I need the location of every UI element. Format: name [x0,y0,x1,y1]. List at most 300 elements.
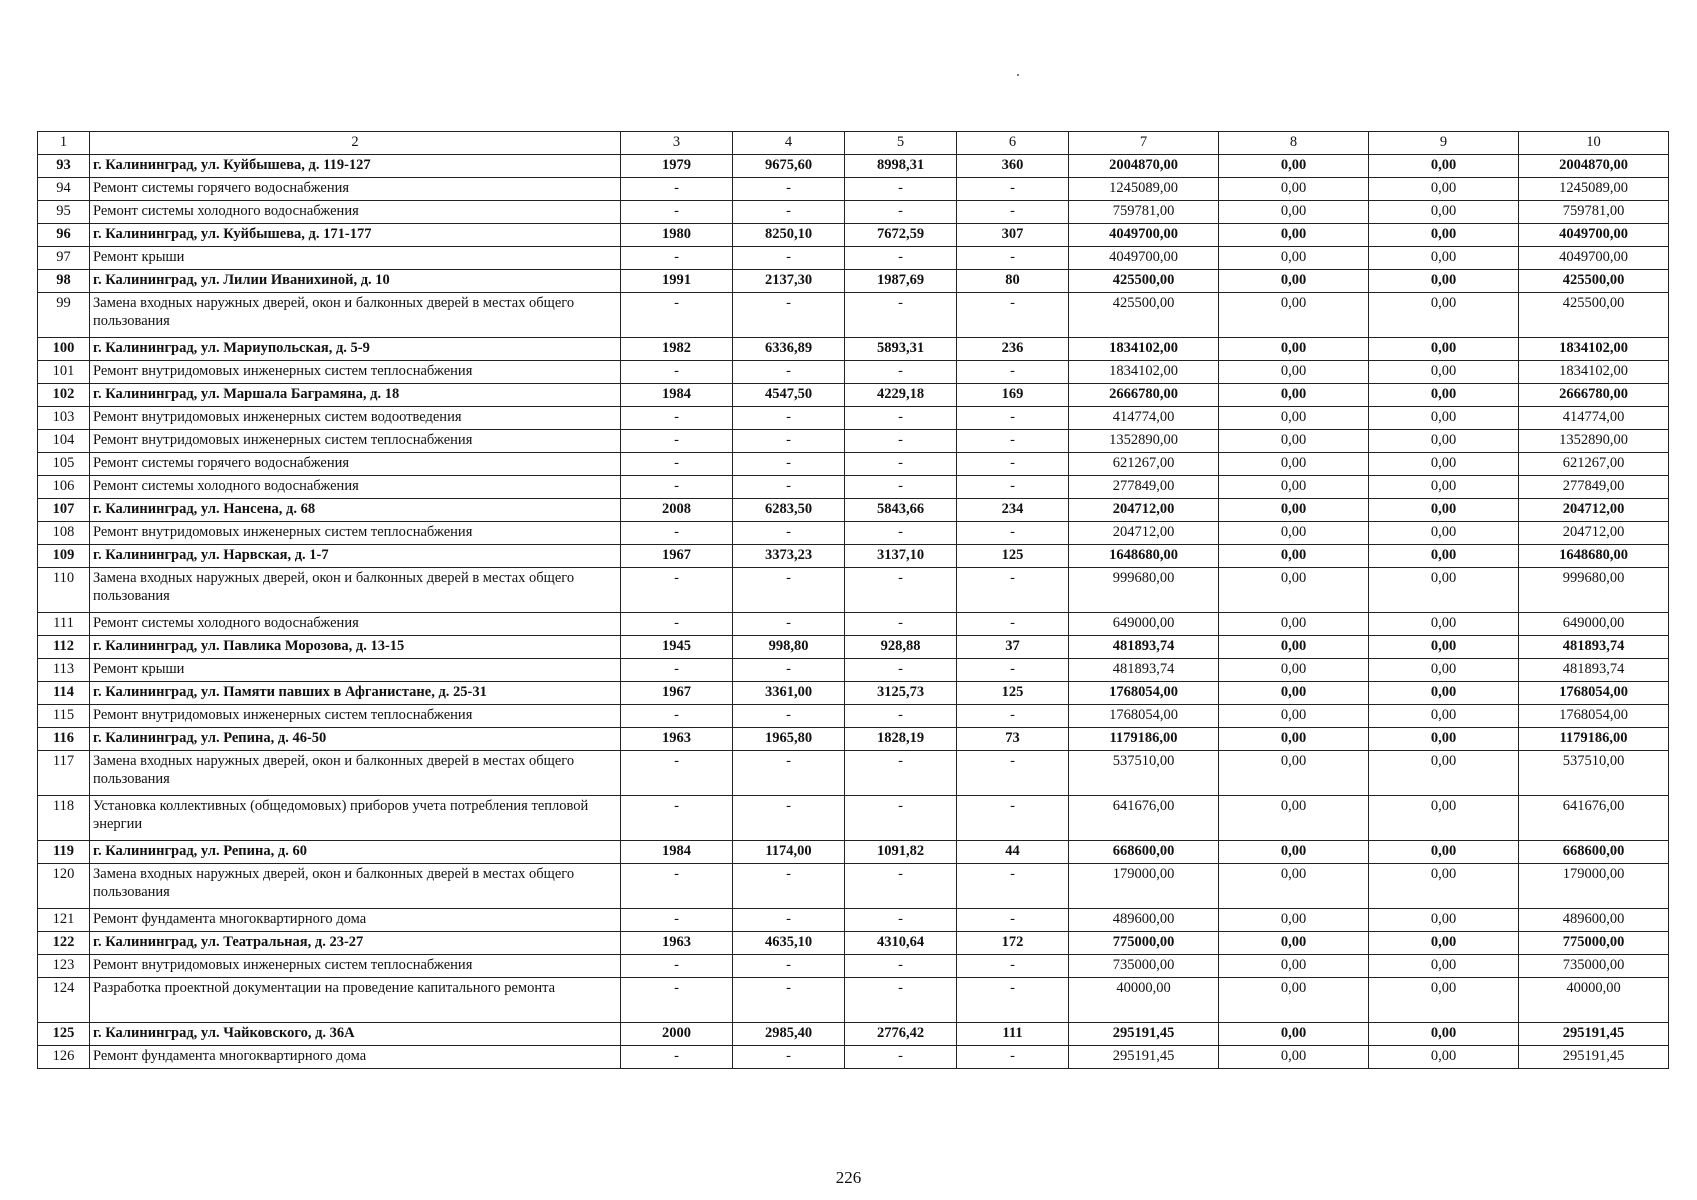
year-built-cell: 1945 [621,636,733,659]
header-cell: 2 [90,132,621,155]
cost-owners-cell: 759781,00 [1519,201,1669,224]
residents-count-cell: - [957,407,1069,430]
total-area-cell: - [733,864,845,909]
cost-owners-cell: 4049700,00 [1519,224,1669,247]
cost-subsidy-cell: 0,00 [1219,682,1369,705]
cost-other-cell: 0,00 [1369,338,1519,361]
residents-count-cell: 169 [957,384,1069,407]
header-cell: 9 [1369,132,1519,155]
cost-other-cell: 0,00 [1369,270,1519,293]
address-row [38,224,1669,247]
header-row [38,132,1669,155]
living-area-cell: - [845,201,957,224]
living-area-cell: 5843,66 [845,499,957,522]
cost-owners-cell: 1352890,00 [1519,430,1669,453]
total-area-cell: - [733,522,845,545]
address-row [38,338,1669,361]
work-description-cell: г. Калининград, ул. Куйбышева, д. 119-127 [90,155,621,178]
cost-total-cell: 1245089,00 [1069,178,1219,201]
year-built-cell: 2008 [621,499,733,522]
cost-owners-cell: 621267,00 [1519,453,1669,476]
cost-other-cell: 0,00 [1369,224,1519,247]
year-built-cell: - [621,568,733,613]
work-row [38,178,1669,201]
cost-other-cell: 0,00 [1369,178,1519,201]
cost-owners-cell: 1648680,00 [1519,545,1669,568]
cost-total-cell: 735000,00 [1069,955,1219,978]
total-area-cell: 9675,60 [733,155,845,178]
row-number-cell: 100 [38,338,90,361]
row-number-cell: 112 [38,636,90,659]
total-area-cell: 1174,00 [733,841,845,864]
residents-count-cell: - [957,909,1069,932]
cost-subsidy-cell: 0,00 [1219,796,1369,841]
cost-other-cell: 0,00 [1369,978,1519,1023]
cost-total-cell: 179000,00 [1069,864,1219,909]
year-built-cell: 1980 [621,224,733,247]
cost-subsidy-cell: 0,00 [1219,841,1369,864]
living-area-cell: - [845,613,957,636]
work-description-cell: г. Калининград, ул. Театральная, д. 23-27 [90,932,621,955]
living-area-cell: - [845,751,957,796]
address-row [38,1023,1669,1046]
cost-other-cell: 0,00 [1369,545,1519,568]
cost-subsidy-cell: 0,00 [1219,932,1369,955]
page-number: 226 [835,1168,862,1187]
year-built-cell: - [621,955,733,978]
cost-total-cell: 1834102,00 [1069,338,1219,361]
year-built-cell: 1982 [621,338,733,361]
row-number-cell: 124 [38,978,90,1023]
residents-count-cell: 234 [957,499,1069,522]
cost-owners-cell: 735000,00 [1519,955,1669,978]
cost-owners-cell: 481893,74 [1519,659,1669,682]
work-description-cell: Ремонт системы горячего водоснабжения [90,453,621,476]
cost-subsidy-cell: 0,00 [1219,453,1369,476]
year-built-cell: - [621,247,733,270]
work-description-cell: Ремонт системы холодного водоснабжения [90,613,621,636]
total-area-cell: 3361,00 [733,682,845,705]
living-area-cell: - [845,568,957,613]
total-area-cell: - [733,955,845,978]
total-area-cell: - [733,978,845,1023]
residents-count-cell: 37 [957,636,1069,659]
living-area-cell: 1828,19 [845,728,957,751]
year-built-cell: 1967 [621,545,733,568]
address-row [38,932,1669,955]
cost-subsidy-cell: 0,00 [1219,178,1369,201]
total-area-cell: - [733,568,845,613]
cost-owners-cell: 425500,00 [1519,270,1669,293]
cost-total-cell: 1768054,00 [1069,682,1219,705]
total-area-cell: - [733,407,845,430]
total-area-cell: - [733,293,845,338]
work-row [38,659,1669,682]
residents-count-cell: 44 [957,841,1069,864]
row-number-cell: 110 [38,568,90,613]
residents-count-cell: - [957,453,1069,476]
address-row [38,841,1669,864]
address-row [38,270,1669,293]
work-row [38,430,1669,453]
work-description-cell: г. Калининград, ул. Павлика Морозова, д. 13-15 [90,636,621,659]
cost-owners-cell: 2004870,00 [1519,155,1669,178]
cost-owners-cell: 1834102,00 [1519,338,1669,361]
work-description-cell: Установка коллективных (общедомовых) приборов учета потребления тепловой энергии [90,796,621,841]
residents-count-cell: - [957,1046,1069,1069]
living-area-cell: - [845,909,957,932]
cost-other-cell: 0,00 [1369,522,1519,545]
work-description-cell: г. Калининград, ул. Маршала Баграмяна, д. 18 [90,384,621,407]
cost-other-cell: 0,00 [1369,384,1519,407]
cost-subsidy-cell: 0,00 [1219,1023,1369,1046]
cost-total-cell: 1179186,00 [1069,728,1219,751]
cost-owners-cell: 999680,00 [1519,568,1669,613]
address-row [38,155,1669,178]
cost-other-cell: 0,00 [1369,1023,1519,1046]
year-built-cell: 1963 [621,728,733,751]
year-built-cell: 1967 [621,682,733,705]
cost-owners-cell: 204712,00 [1519,499,1669,522]
row-number-cell: 116 [38,728,90,751]
work-description-cell: Ремонт внутридомовых инженерных систем водоотведения [90,407,621,430]
cost-total-cell: 668600,00 [1069,841,1219,864]
cost-other-cell: 0,00 [1369,361,1519,384]
address-row [38,682,1669,705]
living-area-cell: - [845,293,957,338]
cost-owners-cell: 537510,00 [1519,751,1669,796]
work-description-cell: Ремонт внутридомовых инженерных систем теплоснабжения [90,430,621,453]
table-body [38,132,1669,1069]
cost-total-cell: 649000,00 [1069,613,1219,636]
address-row [38,384,1669,407]
residents-count-cell: 236 [957,338,1069,361]
cost-subsidy-cell: 0,00 [1219,476,1369,499]
total-area-cell: - [733,361,845,384]
cost-subsidy-cell: 0,00 [1219,499,1369,522]
living-area-cell: - [845,1046,957,1069]
year-built-cell: - [621,453,733,476]
row-number-cell: 115 [38,705,90,728]
year-built-cell: - [621,659,733,682]
row-number-cell: 96 [38,224,90,247]
cost-owners-cell: 425500,00 [1519,293,1669,338]
row-number-cell: 103 [38,407,90,430]
cost-owners-cell: 668600,00 [1519,841,1669,864]
work-description-cell: г. Калининград, ул. Лилии Иванихиной, д. 10 [90,270,621,293]
cost-total-cell: 1352890,00 [1069,430,1219,453]
total-area-cell: 8250,10 [733,224,845,247]
row-number-cell: 105 [38,453,90,476]
work-row [38,909,1669,932]
residents-count-cell: - [957,568,1069,613]
row-number-cell: 98 [38,270,90,293]
cost-other-cell: 0,00 [1369,499,1519,522]
cost-owners-cell: 1768054,00 [1519,705,1669,728]
cost-total-cell: 1648680,00 [1069,545,1219,568]
work-description-cell: г. Калининград, ул. Нансена, д. 68 [90,499,621,522]
residents-count-cell: - [957,978,1069,1023]
cost-other-cell: 0,00 [1369,705,1519,728]
row-number-cell: 126 [38,1046,90,1069]
row-number-cell: 102 [38,384,90,407]
row-number-cell: 113 [38,659,90,682]
year-built-cell: - [621,476,733,499]
row-number-cell: 123 [38,955,90,978]
cost-subsidy-cell: 0,00 [1219,155,1369,178]
cost-total-cell: 2004870,00 [1069,155,1219,178]
cost-subsidy-cell: 0,00 [1219,705,1369,728]
cost-other-cell: 0,00 [1369,293,1519,338]
cost-total-cell: 425500,00 [1069,293,1219,338]
cost-total-cell: 414774,00 [1069,407,1219,430]
cost-other-cell: 0,00 [1369,955,1519,978]
cost-subsidy-cell: 0,00 [1219,522,1369,545]
total-area-cell: - [733,705,845,728]
living-area-cell: - [845,361,957,384]
total-area-cell: - [733,453,845,476]
living-area-cell: - [845,453,957,476]
living-area-cell: - [845,864,957,909]
cost-total-cell: 481893,74 [1069,636,1219,659]
cost-owners-cell: 295191,45 [1519,1023,1669,1046]
living-area-cell: 928,88 [845,636,957,659]
row-number-cell: 93 [38,155,90,178]
total-area-cell: 6283,50 [733,499,845,522]
work-description-cell: г. Калининград, ул. Мариупольская, д. 5-9 [90,338,621,361]
row-number-cell: 122 [38,932,90,955]
cost-total-cell: 1768054,00 [1069,705,1219,728]
residents-count-cell: - [957,613,1069,636]
cost-subsidy-cell: 0,00 [1219,201,1369,224]
living-area-cell: 2776,42 [845,1023,957,1046]
residents-count-cell: - [957,430,1069,453]
row-number-cell: 114 [38,682,90,705]
total-area-cell: 2985,40 [733,1023,845,1046]
residents-count-cell: - [957,293,1069,338]
residents-count-cell: 125 [957,682,1069,705]
residents-count-cell: - [957,247,1069,270]
residents-count-cell: 360 [957,155,1069,178]
residents-count-cell: - [957,705,1069,728]
living-area-cell: - [845,705,957,728]
row-number-cell: 101 [38,361,90,384]
row-number-cell: 119 [38,841,90,864]
cost-other-cell: 0,00 [1369,247,1519,270]
header-cell: 7 [1069,132,1219,155]
cost-subsidy-cell: 0,00 [1219,545,1369,568]
cost-other-cell: 0,00 [1369,932,1519,955]
cost-total-cell: 295191,45 [1069,1023,1219,1046]
work-row [38,751,1669,796]
cost-owners-cell: 641676,00 [1519,796,1669,841]
cost-other-cell: 0,00 [1369,453,1519,476]
cost-subsidy-cell: 0,00 [1219,978,1369,1023]
work-description-cell: Ремонт внутридомовых инженерных систем теплоснабжения [90,522,621,545]
cost-other-cell: 0,00 [1369,201,1519,224]
work-description-cell: Ремонт системы холодного водоснабжения [90,201,621,224]
row-number-cell: 109 [38,545,90,568]
work-row [38,568,1669,613]
year-built-cell: - [621,613,733,636]
year-built-cell: 1991 [621,270,733,293]
row-number-cell: 99 [38,293,90,338]
year-built-cell: 1963 [621,932,733,955]
work-description-cell: Разработка проектной документации на проведение капитального ремонта [90,978,621,1023]
address-row [38,636,1669,659]
cost-other-cell: 0,00 [1369,659,1519,682]
total-area-cell: 2137,30 [733,270,845,293]
residents-count-cell: - [957,751,1069,796]
living-area-cell: - [845,430,957,453]
cost-owners-cell: 489600,00 [1519,909,1669,932]
work-description-cell: Ремонт крыши [90,659,621,682]
total-area-cell: - [733,1046,845,1069]
year-built-cell: 1984 [621,841,733,864]
work-description-cell: Ремонт системы холодного водоснабжения [90,476,621,499]
total-area-cell: - [733,909,845,932]
total-area-cell: - [733,659,845,682]
work-row [38,864,1669,909]
cost-subsidy-cell: 0,00 [1219,751,1369,796]
residents-count-cell: 111 [957,1023,1069,1046]
residents-count-cell: 172 [957,932,1069,955]
year-built-cell: - [621,751,733,796]
cost-owners-cell: 414774,00 [1519,407,1669,430]
address-row [38,545,1669,568]
cost-owners-cell: 649000,00 [1519,613,1669,636]
cost-subsidy-cell: 0,00 [1219,247,1369,270]
header-cell: 8 [1219,132,1369,155]
living-area-cell: 7672,59 [845,224,957,247]
work-description-cell: Замена входных наружных дверей, окон и балконных дверей в местах общего пользования [90,751,621,796]
living-area-cell: 1987,69 [845,270,957,293]
residents-count-cell: - [957,361,1069,384]
capital-repair-table [37,131,1669,1069]
work-row [38,361,1669,384]
cost-other-cell: 0,00 [1369,796,1519,841]
cost-owners-cell: 481893,74 [1519,636,1669,659]
year-built-cell: 1984 [621,384,733,407]
cost-subsidy-cell: 0,00 [1219,864,1369,909]
cost-total-cell: 425500,00 [1069,270,1219,293]
work-description-cell: Замена входных наружных дверей, окон и балконных дверей в местах общего пользования [90,293,621,338]
living-area-cell: - [845,796,957,841]
year-built-cell: - [621,430,733,453]
cost-subsidy-cell: 0,00 [1219,728,1369,751]
residents-count-cell: 125 [957,545,1069,568]
residents-count-cell: - [957,796,1069,841]
row-number-cell: 106 [38,476,90,499]
work-row [38,796,1669,841]
cost-other-cell: 0,00 [1369,476,1519,499]
row-number-cell: 125 [38,1023,90,1046]
cost-total-cell: 1834102,00 [1069,361,1219,384]
cost-total-cell: 204712,00 [1069,499,1219,522]
row-number-cell: 111 [38,613,90,636]
cost-total-cell: 775000,00 [1069,932,1219,955]
cost-owners-cell: 1245089,00 [1519,178,1669,201]
work-description-cell: г. Калининград, ул. Чайковского, д. 36А [90,1023,621,1046]
row-number-cell: 94 [38,178,90,201]
living-area-cell: - [845,178,957,201]
row-number-cell: 117 [38,751,90,796]
work-description-cell: Ремонт фундамента многоквартирного дома [90,909,621,932]
cost-owners-cell: 775000,00 [1519,932,1669,955]
cost-owners-cell: 1179186,00 [1519,728,1669,751]
header-cell: 4 [733,132,845,155]
total-area-cell: - [733,476,845,499]
cost-owners-cell: 179000,00 [1519,864,1669,909]
row-number-cell: 104 [38,430,90,453]
cost-total-cell: 641676,00 [1069,796,1219,841]
row-number-cell: 107 [38,499,90,522]
cost-total-cell: 277849,00 [1069,476,1219,499]
work-description-cell: г. Калининград, ул. Памяти павших в Афганистане, д. 25-31 [90,682,621,705]
total-area-cell: 998,80 [733,636,845,659]
work-row [38,1046,1669,1069]
living-area-cell: - [845,476,957,499]
cost-subsidy-cell: 0,00 [1219,568,1369,613]
year-built-cell: - [621,522,733,545]
work-row [38,407,1669,430]
year-built-cell: - [621,407,733,430]
total-area-cell: - [733,247,845,270]
year-built-cell: - [621,178,733,201]
year-built-cell: 2000 [621,1023,733,1046]
work-row [38,978,1669,1023]
work-description-cell: г. Калининград, ул. Репина, д. 60 [90,841,621,864]
work-description-cell: г. Калининград, ул. Репина, д. 46-50 [90,728,621,751]
year-built-cell: - [621,201,733,224]
total-area-cell: - [733,613,845,636]
total-area-cell: - [733,178,845,201]
cost-other-cell: 0,00 [1369,864,1519,909]
row-number-cell: 108 [38,522,90,545]
work-row [38,201,1669,224]
work-description-cell: Ремонт фундамента многоквартирного дома [90,1046,621,1069]
header-cell: 10 [1519,132,1669,155]
total-area-cell: - [733,201,845,224]
cost-subsidy-cell: 0,00 [1219,270,1369,293]
cost-other-cell: 0,00 [1369,1046,1519,1069]
cost-other-cell: 0,00 [1369,636,1519,659]
work-row [38,613,1669,636]
year-built-cell: 1979 [621,155,733,178]
residents-count-cell: 80 [957,270,1069,293]
total-area-cell: - [733,430,845,453]
header-cell: 1 [38,132,90,155]
residents-count-cell: - [957,178,1069,201]
scan-speck [1017,74,1019,76]
living-area-cell: 3137,10 [845,545,957,568]
cost-other-cell: 0,00 [1369,841,1519,864]
work-description-cell: Ремонт внутридомовых инженерных систем теплоснабжения [90,361,621,384]
cost-total-cell: 759781,00 [1069,201,1219,224]
cost-total-cell: 2666780,00 [1069,384,1219,407]
year-built-cell: - [621,864,733,909]
cost-owners-cell: 40000,00 [1519,978,1669,1023]
living-area-cell: 8998,31 [845,155,957,178]
total-area-cell: 3373,23 [733,545,845,568]
cost-owners-cell: 4049700,00 [1519,247,1669,270]
cost-total-cell: 999680,00 [1069,568,1219,613]
work-row [38,522,1669,545]
work-description-cell: Ремонт системы горячего водоснабжения [90,178,621,201]
cost-total-cell: 40000,00 [1069,978,1219,1023]
year-built-cell: - [621,909,733,932]
cost-subsidy-cell: 0,00 [1219,430,1369,453]
